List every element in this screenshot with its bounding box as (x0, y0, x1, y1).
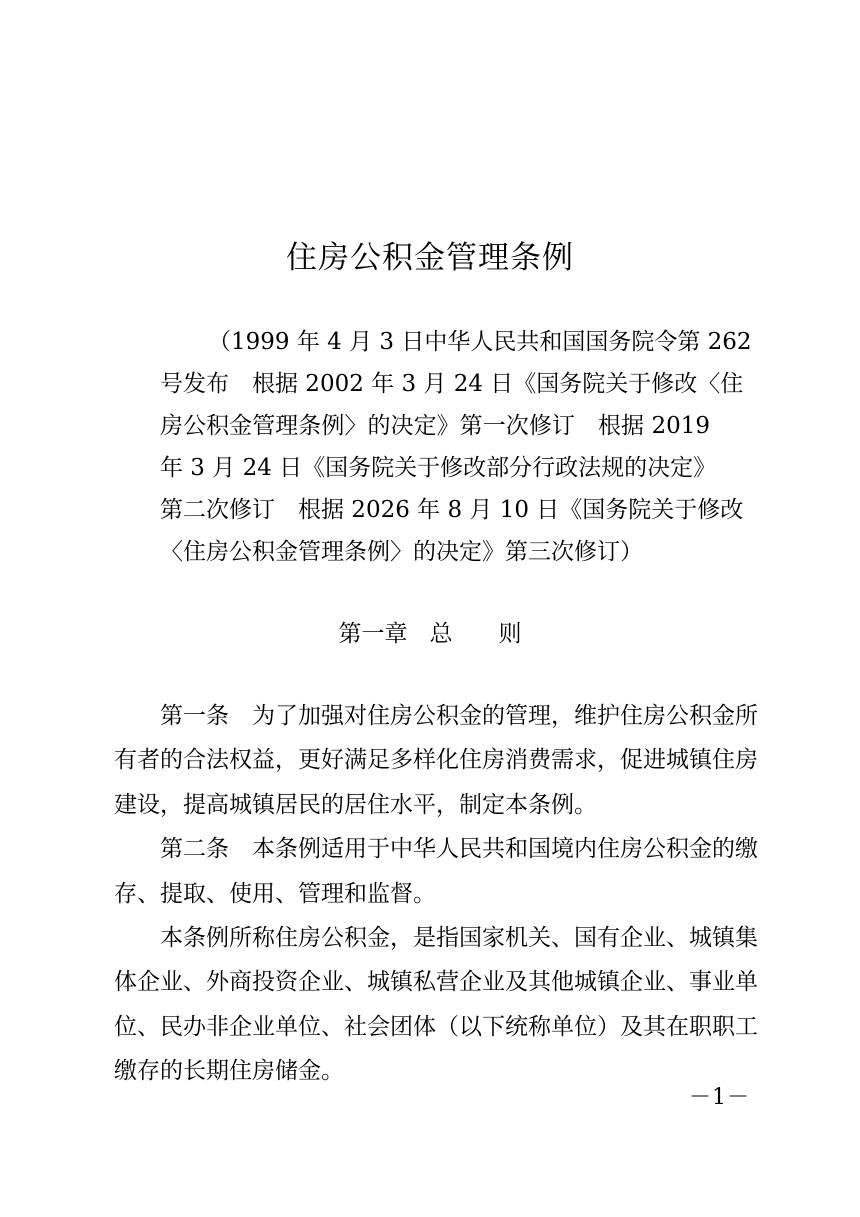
paragraph-line: 建设，提高城镇居民的居住水平，制定本条例。 (114, 791, 597, 818)
chapter-number: 第一章 (338, 621, 408, 647)
paragraph-line: 存、提取、使用、管理和监督。 (114, 880, 436, 907)
paragraph-line: 第一条 为了加强对住房公积金的管理，维护住房公积金所 (160, 703, 758, 729)
paragraph-line: 位、民办非企业单位、社会团体（以下统称单位）及其在职职工 (114, 1013, 758, 1040)
article-2 (114, 827, 758, 916)
promulgation-note-line: 年 3 月 24 日《国务院关于修改部分行政法规的决定》 (160, 455, 717, 481)
chapter-heading (0, 614, 860, 654)
paragraph-line: 本条例所称住房公积金，是指国家机关、国有企业、城镇集 (160, 925, 758, 952)
paragraph-line: 第二条 本条例适用于中华人民共和国境内住房公积金的缴 (160, 836, 758, 863)
promulgation-note-line: （1999 年 4 月 3 日中华人民共和国国务院令第 262 (208, 329, 752, 355)
chapter-title-char: 总 (429, 621, 453, 647)
document-body (114, 694, 758, 1094)
document-title: 住房公积金管理条例 (286, 240, 574, 276)
promulgation-note (160, 321, 752, 573)
paragraph-line: 缴存的长期住房储金。 (114, 1058, 344, 1085)
promulgation-note-line: 〈住房公积金管理条例〉的决定》第三次修订） (160, 539, 643, 565)
paragraph-line: 有者的合法权益，更好满足多样化住房消费需求，促进城镇住房 (114, 747, 758, 774)
promulgation-note-line: 号发布 根据 2002 年 3 月 24 日《国务院关于修改〈住 (160, 371, 744, 397)
promulgation-note-line: 第二次修订 根据 2026 年 8 月 10 日《国务院关于修改 (160, 497, 744, 523)
page-number: －1－ (689, 1085, 750, 1110)
chapter-title-char: 则 (498, 621, 522, 647)
paragraph-line: 体企业、外商投资企业、城镇私营企业及其他城镇企业、事业单 (114, 969, 758, 996)
article-1 (114, 694, 758, 827)
article-2-definition (114, 916, 758, 1094)
promulgation-note-line: 房公积金管理条例〉的决定》第一次修订 根据 2019 (160, 413, 710, 439)
